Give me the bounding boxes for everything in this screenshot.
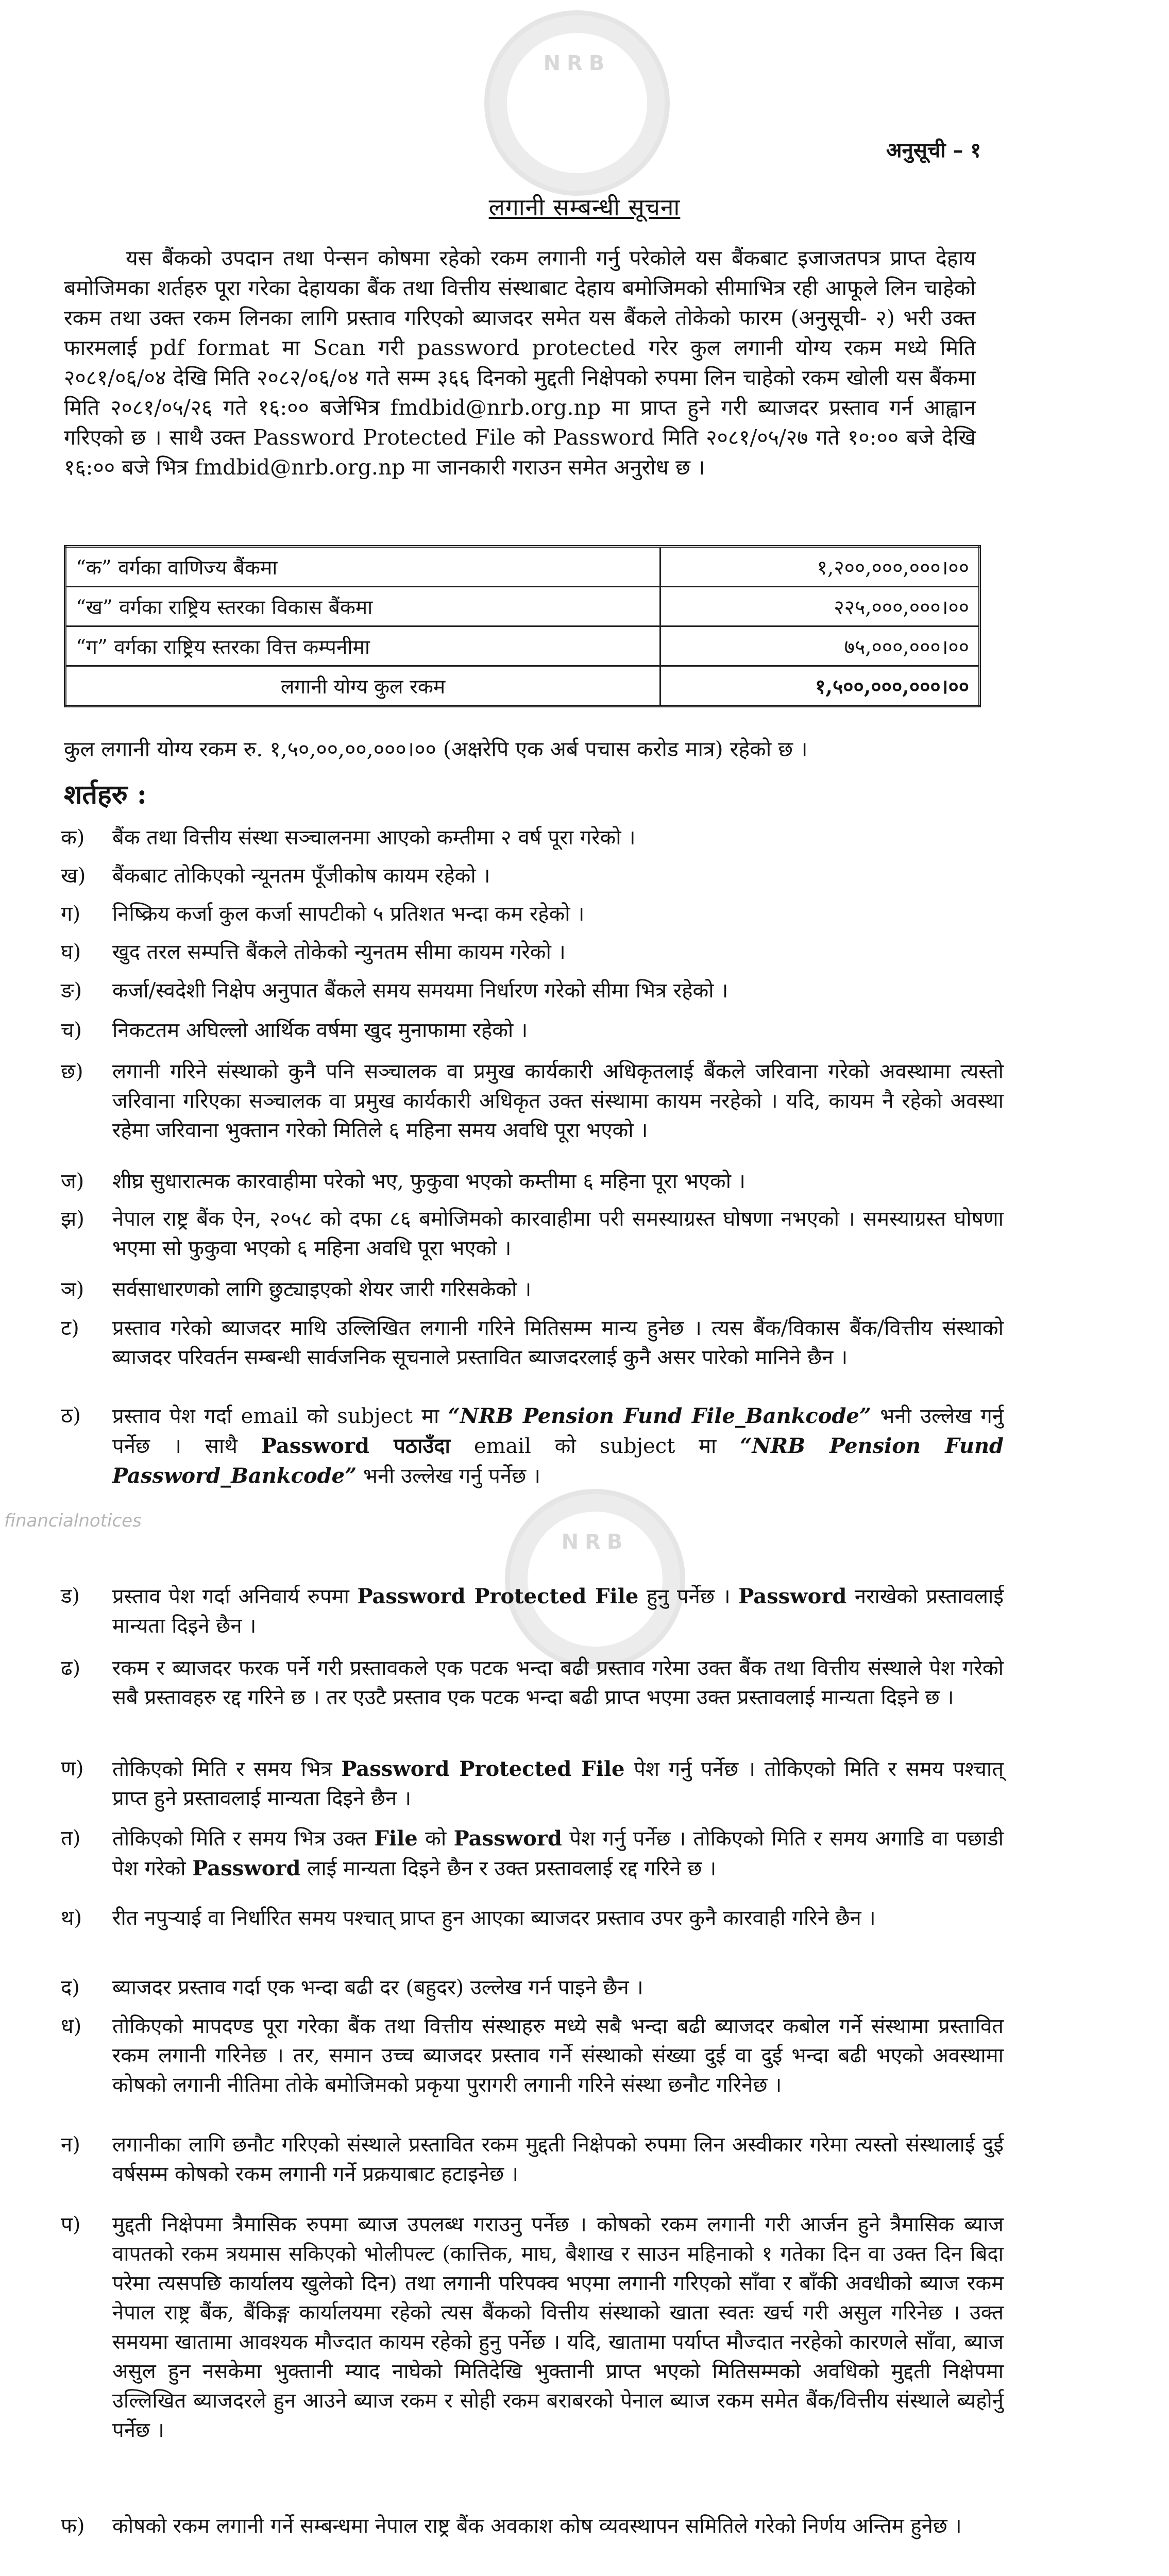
condition-text: मुद्दती निक्षेपमा त्रैमासिक रुपमा ब्याज उपलब्ध गराउनु पर्नेछ । कोषको रकम लगानी गरी आर्जन हुने त्रैमासिक ब्याज वापतको रकम त्रयमास सकिएको भोलीपल्ट (कात्तिक, माघ, बैशाख र साउन महिनाको १ गतेका दिन वा उक्त दिन बिदा परेमा त्यसपछि कार्यालय खुलेको दिन) तथा लगानी परिपक्व भएमा लगानी गरिएको साँवा र बाँकी अवधीको ब्याज रकम नेपाल राष्ट्र बैंक, बैंकिङ्ग कार्यालयमा रहेको त्यस बैंकको वित्तीय संस्थाको खाता स्वतः खर्च गरी असुल गरिनेछ । उक्त समयमा खातामा आवश्यक मौज्दात कायम रहेको हुनु पर्नेछ । यदि, खातामा पर्याप्त मौज्दात नरहेको कारणले साँवा, ब्याज असुल हुन नसकेमा भुक्तानी म्याद नाघेको मितिदेखि भुक्तानी प्राप्त भएको मितिसम्मको अवधिको मुद्दती निक्षेपमा उल्लिखित ब्याजदरले हुन आउने ब्याज रकम र सोही रकम बराबरको पेनाल ब्याज रकम समेत बैंक/वित्तीय संस्थाले ब्यहोर्नु पर्नेछ । — [112, 2213, 1004, 2442]
condition-kha — [61, 861, 1004, 891]
bold-segment: Password — [738, 1584, 847, 1608]
email-subject-password: “NRB Pension Fund Password_Bankcode” — [112, 1434, 1004, 1488]
bold-segment: Password Protected File — [357, 1584, 639, 1608]
text-segment: लाई मान्यता दिइने छैन र उक्त प्रस्तावलाई रद्द गरिने छ । — [307, 1857, 717, 1880]
seal-text: NRB — [561, 1530, 629, 1554]
condition-yna — [61, 1275, 1004, 1304]
table-row — [65, 587, 980, 626]
condition-text: नेपाल राष्ट्र बैंक ऐन, २०५८ को दफा ८६ बमोजिमको कारवाहीमा परी समस्याग्रस्त घोषणा नभएको । समस्याग्रस्त घोषणा भएमा सो फुकुवा भएको ६ महिना अवधि पूरा भएको । — [112, 1207, 1004, 1260]
condition-text: लगानी गरिने संस्थाको कुनै पनि सञ्चालक वा प्रमुख कार्यकारी अधिकृतलाई बैंकले जरिवाना गरेको अवस्थामा त्यस्तो जरिवाना गरिएका सञ्चालक वा प्रमुख कार्यकारी अधिकृत उक्त संस्थामा कायम नरहेको । यदि, कायम नै रहेको अवस्था रहेमा जरिवाना भुक्तान गरेको मितिले ६ महिना समय अवधि पूरा भएको । — [112, 1060, 1004, 1142]
condition-cha — [61, 1016, 1004, 1045]
condition-label: ध) — [61, 2014, 82, 2038]
condition-text: बैंकबाट तोकिएको न्यूनतम पूँजीकोष कायम रहेको । — [112, 864, 490, 888]
condition-text: शीघ्र सुधारात्मक कारवाहीमा परेको भए, फुकुवा भएको कम्तीमा ६ महिना पूरा भएको । — [112, 1170, 746, 1193]
condition-da2 — [61, 1973, 1004, 2003]
conditions-heading: शर्तहरु : — [64, 779, 147, 810]
condition-label: ख) — [61, 864, 86, 888]
condition-label: ठ) — [61, 1404, 81, 1428]
text-segment: तोकिएको मिति र समय भित्र — [112, 1757, 332, 1781]
condition-text: निष्क्रिय कर्जा कुल कर्जा सापटीको ५ प्रतिशत भन्दा कम रहेको । — [112, 902, 585, 926]
table-row — [65, 547, 980, 587]
condition-text — [112, 1401, 1004, 1491]
condition-text: सर्वसाधारणको लागि छुट्याइएको शेयर जारी गरिसकेको । — [112, 1278, 532, 1301]
condition-label: क) — [61, 826, 85, 850]
condition-text: तोकिएको मापदण्ड पूरा गरेका बैंक तथा वित्तीय संस्थाहरु मध्ये सबै भन्दा बढी ब्याजदर कबोल गर्ने संस्थामा प्रस्तावित रकम लगानी गरिनेछ । तर, समान उच्च ब्याजदर प्रस्ताव गर्ने संस्थाको संख्या दुई वा दुई भन्दा बढी भएको अवस्थामा कोषको लगानी नीतिमा तोके बमोजिमको प्रकृया पुरागरी लगानी गरिने संस्था छनौट गरिनेछ । — [112, 2014, 1004, 2097]
table-row — [65, 626, 980, 666]
page-title: लगानी सम्बन्धी सूचना — [488, 193, 681, 221]
text-segment: पेश गर्नु पर्नेछ । तोकिएको मिति र समय अगाडि वा पछाडी पेश गरेको — [112, 1827, 1004, 1880]
bank-seal-top — [484, 10, 670, 196]
total-label: लगानी योग्य कुल रकम — [65, 666, 660, 706]
condition-label: ग) — [61, 902, 81, 926]
text-segment: प्रस्ताव पेश गर्दा अनिवार्य रुपमा — [112, 1585, 349, 1608]
annex-label: अनुसूची – १ — [886, 138, 981, 162]
condition-label: त) — [61, 1826, 81, 1850]
condition-label: ढ) — [61, 1656, 81, 1680]
condition-text — [112, 1824, 1004, 1884]
investment-table — [64, 545, 981, 707]
condition-na — [61, 2130, 1004, 2189]
bold-segment: File — [374, 1826, 418, 1851]
condition-text: रीत नपुऱ्याई वा निर्धारित समय पश्चात् प्राप्त हुन आएका ब्याजदर प्रस्ताव उपर कुनै कारवाही गरिने छैन । — [112, 1906, 876, 1930]
condition-label: ट) — [61, 1316, 79, 1340]
condition-label: ज) — [61, 1170, 84, 1193]
condition-text: निकटतम अघिल्लो आर्थिक वर्षमा खुद मुनाफामा रहेको । — [112, 1019, 528, 1042]
email-link[interactable]: fmdbid@nrb.org.np — [195, 455, 405, 480]
condition-label: ञ) — [61, 1278, 84, 1301]
bold-segment: Password — [192, 1856, 301, 1880]
intro-part3: मा जानकारी गराउन समेत अनुरोध छ । — [412, 455, 705, 480]
condition-label: थ) — [61, 1906, 82, 1930]
condition-gha — [61, 938, 1004, 967]
intro-part1: यस बैंकको उपदान तथा पेन्सन कोषमा रहेको रकम लगानी गर्नु परेकोले यस बैंकबाट इजाजतपत्र प्राप्त देहाय बमोजिमका शर्तहरु पूरा गरेका देहायका बैंक तथा वित्तीय संस्थाबाट देहाय बमोजिमको सीमाभित्र रही आफूले लिन चाहेको रकम तथा उक्त रकम लिनका लागि प्रस्ताव गरिएको ब्याजदर समेत यस बैंकले तोकेको फारम (अनुसूची- २) भरी उक्त फारमलाई pdf format मा Scan गरी password protected गरेर कुल लगानी योग्य रकम मध्ये मिति २०८१/०६/०४ देखि मिति २०८२/०६/०४ गते सम्म ३६६ दिनको मुद्दती निक्षेपको रुपमा लिन चाहेको रकम खोली यस बैंकमा मिति २०८१/०५/२६ गते १६:०० बजेभित्र — [64, 246, 976, 420]
condition-label: ङ) — [61, 979, 82, 1003]
condition-text: खुद तरल सम्पत्ति बैंकले तोकेको न्युनतम सीमा कायम गरेको । — [112, 940, 566, 964]
text-segment: हुनु पर्नेछ । — [646, 1585, 731, 1608]
text-segment: भनी उल्लेख गर्नु पर्नेछ । — [363, 1464, 541, 1488]
bank-seal-middle — [505, 1489, 685, 1669]
condition-label: ण) — [61, 1757, 84, 1781]
condition-text: कोषको रकम लगानी गर्ने सम्बन्धमा नेपाल राष्ट्र बैंक अवकाश कोष व्यवस्थापन समितिले गरेको निर्णय अन्तिम हुनेछ । — [112, 2514, 962, 2538]
intro-part2: मा प्राप्त हुने गरी ब्याजदर प्रस्ताव गर्न आह्वान गरिएको छ । साथै उक्त Password Protected File को Password मिति २०८१/०५/२७ गते १०:०० बजे देखि १६:०० बजे भित्र — [64, 395, 976, 480]
condition-jha — [61, 1205, 1004, 1263]
bold-segment: Password पठाउँदा — [261, 1434, 450, 1458]
intro-paragraph — [64, 243, 976, 482]
bold-segment: Password — [453, 1826, 562, 1851]
condition-dha — [61, 1654, 1004, 1713]
text-segment: भनी उल्लेख गर्नु पर्नेछ । साथै — [112, 1404, 1004, 1458]
condition-chha — [61, 1057, 1004, 1145]
condition-ta — [61, 1314, 1004, 1372]
condition-tha2 — [61, 1904, 1004, 1933]
condition-label: द) — [61, 1976, 80, 1999]
text-segment: प्रस्ताव पेश गर्दा email को subject मा — [112, 1404, 439, 1428]
condition-pha — [61, 2512, 1004, 2541]
condition-label: झ) — [61, 1207, 84, 1231]
condition-dha2 — [61, 2012, 1004, 2100]
row-label: “ख” वर्गका राष्ट्रिय स्तरका विकास बैंकमा — [65, 587, 660, 626]
condition-ka — [61, 823, 1004, 853]
condition-label: न) — [61, 2133, 80, 2157]
condition-label: प) — [61, 2213, 81, 2236]
row-amount: ७५,०००,०००।०० — [660, 626, 980, 666]
condition-label: छ) — [61, 1060, 83, 1083]
row-amount: २२५,०००,०००।०० — [660, 587, 980, 626]
condition-label: फ) — [61, 2514, 85, 2538]
text-segment: नराखेको प्रस्तावलाई मान्यता दिइने छैन । — [112, 1585, 1004, 1638]
condition-label: घ) — [61, 940, 81, 964]
text-segment: को — [425, 1827, 447, 1851]
watermark-text: financialnotices — [4, 1511, 142, 1531]
condition-text: लगानीका लागि छनौट गरिएको संस्थाले प्रस्तावित रकम मुद्दती निक्षेपको रुपमा लिन अस्वीकार गरेमा त्यस्तो संस्थालाई दुई वर्षसम्म कोषको रकम लगानी गर्ने प्रक्रयाबाट हटाइनेछ । — [112, 2133, 1004, 2186]
text-segment: पेश गर्नु पर्नेछ । तोकिएको मिति र समय पश्चात् प्राप्त हुने प्रस्तावलाई मान्यता दिइने छैन । — [112, 1757, 1004, 1810]
text-segment: तोकिएको मिति र समय भित्र उक्त — [112, 1827, 367, 1851]
total-amount: १,५००,०००,०००।०० — [660, 666, 980, 706]
email-link[interactable]: fmdbid@nrb.org.np — [390, 395, 601, 420]
condition-text: प्रस्ताव गरेको ब्याजदर माथि उल्लिखित लगानी गरिने मितिसम्म मान्य हुनेछ । त्यस बैंक/विकास बैंक/वित्तीय संस्थाको ब्याजदर परिवर्तन सम्बन्धी सार्वजनिक सूचनाले प्रस्तावित ब्याजदरलाई कुनै असर पारेको मानिने छैन । — [112, 1316, 1004, 1369]
table-total-row — [65, 666, 980, 706]
condition-label: ड) — [61, 1584, 80, 1608]
email-subject-file: “NRB Pension Fund File_Bankcode” — [448, 1404, 871, 1428]
condition-text — [112, 1582, 1004, 1641]
row-label: “क” वर्गका वाणिज्य बैंकमा — [65, 547, 660, 587]
condition-nga — [61, 976, 1004, 1006]
condition-na-retro — [61, 1754, 1004, 1814]
condition-da — [61, 1582, 1004, 1641]
condition-text — [112, 1754, 1004, 1814]
condition-tha — [61, 1401, 1004, 1491]
condition-ga — [61, 900, 1004, 929]
row-amount: १,२००,०००,०००।०० — [660, 547, 980, 587]
condition-pa — [61, 2210, 1004, 2445]
condition-label: च) — [61, 1019, 82, 1042]
condition-text: बैंक तथा वित्तीय संस्था सञ्चालनमा आएको कम्तीमा २ वर्ष पूरा गरेको । — [112, 826, 636, 850]
condition-text: कर्जा/स्वदेशी निक्षेप अनुपात बैंकले समय समयमा निर्धारण गरेको सीमा भित्र रहेको । — [112, 979, 728, 1003]
row-label: “ग” वर्गका राष्ट्रिय स्तरका वित्त कम्पनीमा — [65, 626, 660, 666]
condition-ja — [61, 1167, 1004, 1196]
bold-segment: Password Protected File — [341, 1757, 625, 1781]
seal-text: NRB — [543, 52, 611, 75]
condition-text: रकम र ब्याजदर फरक पर्ने गरी प्रस्तावकले एक पटक भन्दा बढी प्रस्ताव गरेमा उक्त बैंक तथा वित्तीय संस्थाले पेश गरेको सबै प्रस्तावहरु रद्द गरिने छ । तर एउटै प्रस्ताव एक पटक भन्दा बढी प्राप्त भएमा उक्त प्रस्तावलाई मान्यता दिइने छ । — [112, 1656, 1004, 1709]
condition-text: ब्याजदर प्रस्ताव गर्दा एक भन्दा बढी दर (बहुदर) उल्लेख गर्न पाइने छैन । — [112, 1976, 643, 1999]
condition-ta2 — [61, 1824, 1004, 1884]
text-segment: email को subject मा — [473, 1434, 717, 1458]
total-summary: कुल लगानी योग्य रकम रु. १,५०,००,००,०००।०० (अक्षरेपि एक अर्ब पचास करोड मात्र) रहेको छ । — [64, 737, 808, 761]
